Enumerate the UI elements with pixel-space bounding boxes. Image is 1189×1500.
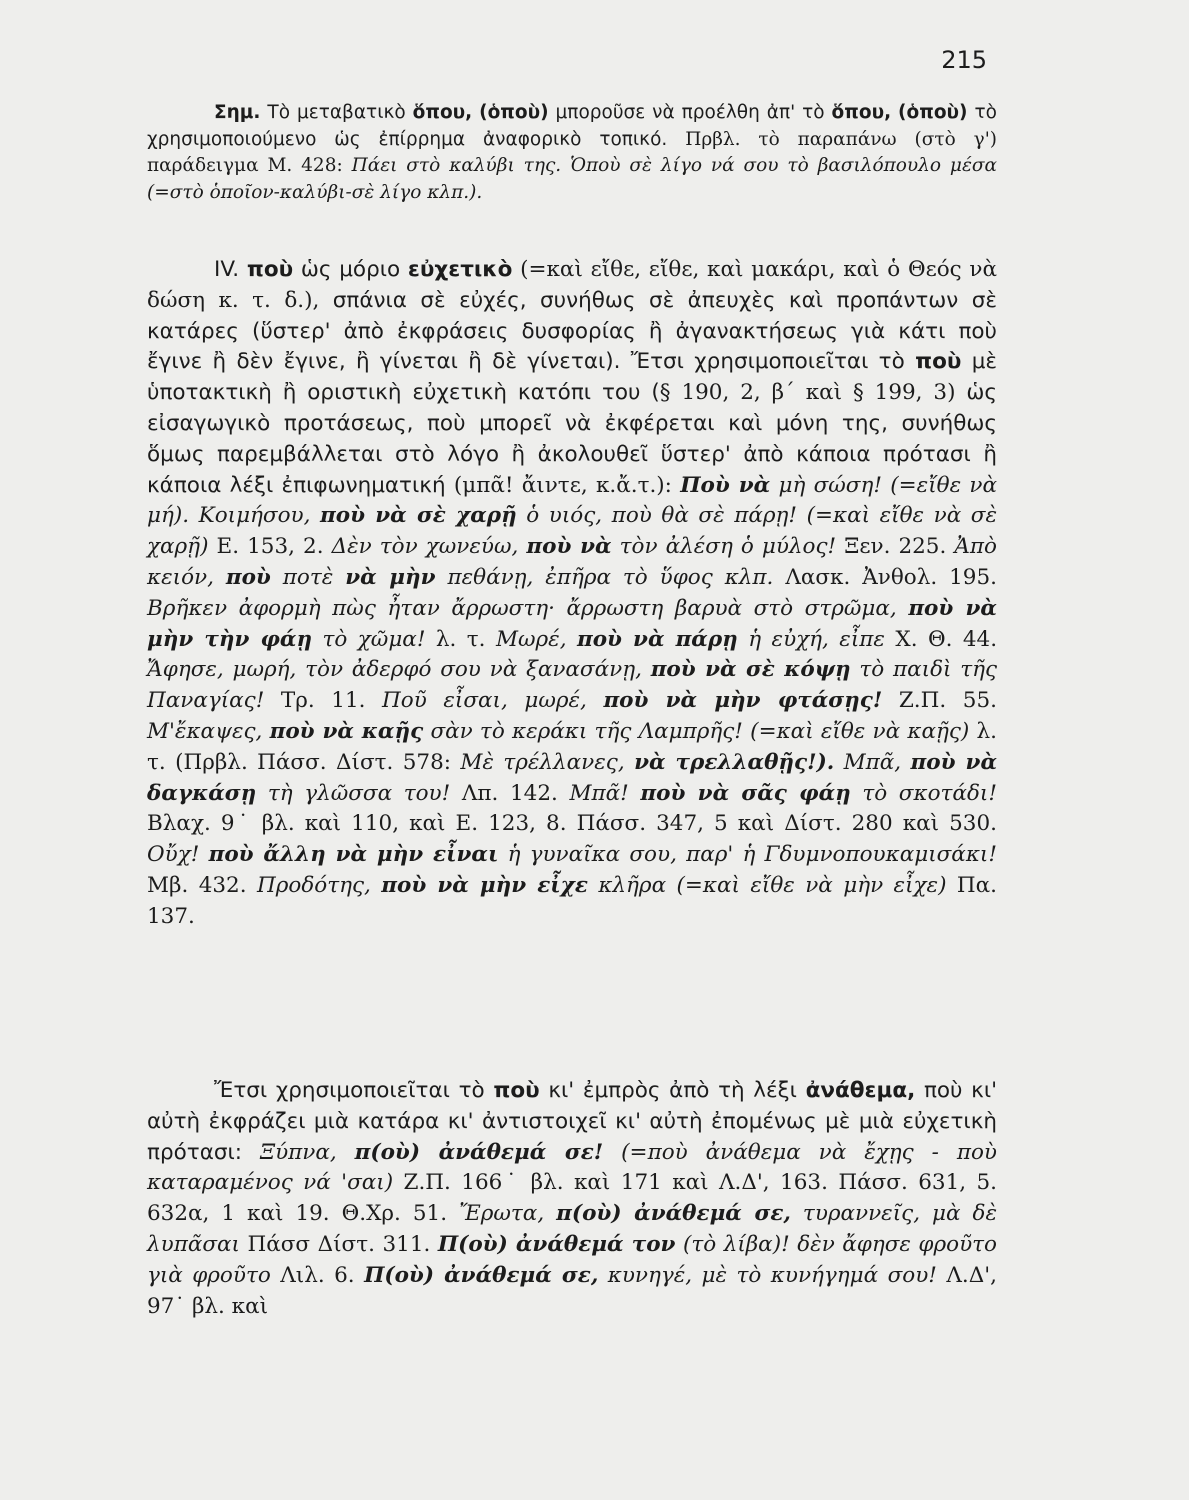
example: κλῆρα (=καὶ εἴθε νὰ μὴν εἶχε)	[598, 872, 947, 898]
reference: § 190, 2, β΄ καὶ § 199, 3)	[659, 380, 956, 406]
example-bold: ποὺ νὰ μὴν εἶχε	[381, 872, 588, 898]
source-ref: Πάσσ Δίστ. 311.	[247, 1231, 431, 1257]
keyword: ἀνάθεμα,	[805, 1078, 916, 1103]
example: τυραννεῖς, μὰ δὲ λυπᾶσαι	[147, 1201, 997, 1257]
page-number: 215	[941, 46, 987, 74]
example: πεθάνῃ, ἐπῆρα τὸ ὕφος κλπ.	[447, 564, 774, 590]
example-bold: π(οὺ) ἀνάθεμά σε,	[556, 1201, 791, 1227]
source-ref: λ. τ.	[435, 626, 486, 652]
note-label: Σημ.	[214, 102, 261, 123]
source-ref: Πα. 137.	[147, 872, 998, 929]
example-bold: νὰ μὴν	[345, 564, 436, 590]
source-ref: Βλαχ. 9˙ βλ. καὶ 110, καὶ Ε. 123, 8. Πάσσ. 347, 5 καὶ Δίστ. 280 καὶ 530.	[147, 811, 997, 837]
body-text: μὲ ὑποτακτικὴ ἢ οριστικὴ εὐχετικὴ κατόπι του (	[147, 349, 997, 406]
note-term: ὅπου,	[831, 102, 892, 123]
source-ref: Ζ.Π. 55.	[898, 688, 997, 714]
anathema-paragraph	[147, 1076, 997, 1322]
example-bold: Ποὺ νὰ	[680, 472, 771, 498]
source-ref: Λασκ. Ἀνθολ. 195.	[785, 564, 997, 590]
example: Οὔχ!	[147, 842, 200, 868]
note-reference: Πρβλ. τὸ παραπάνω (στὸ γ') παράδειγμα Μ. 428:	[147, 128, 997, 176]
example: Ποῦ εἶσαι, μωρέ,	[382, 688, 587, 714]
body-text: κι' ἐμπρὸς ἀπὸ τὴ λέξι	[548, 1078, 797, 1103]
body-text: ὡς μόριο	[300, 257, 401, 282]
example: Ἀπὸ κειόν,	[147, 534, 997, 590]
example: τὸν ἀλέση ὁ μύλος!	[619, 534, 837, 560]
example-bold: ποὺ νὰ πάρῃ	[576, 626, 738, 652]
body-text: ὡς εἰσαγωγικὸ προτάσεως, ποὺ μπορεῖ νὰ ἐκφέρεται καὶ μόνη της, συνήθως ὅμως παρεμβάλλεται στὸ λόγο ἢ ἀκολουθεῖ ὕστερ' ἀπὸ κάποια πρότασι ἢ κάποια λέξι ἐπιφωνηματική	[147, 380, 998, 498]
body-text: ποὺ κι' αὐτὴ ἐκφράζει μιὰ κατάρα κι' ἀντιστοιχεῖ κι' αὐτὴ ἐπομένως μὲ μιὰ εὐχετικὴ πρότασι:	[147, 1078, 998, 1165]
example-bold: ποὺ νὰ	[526, 534, 612, 560]
gloss: (=καὶ εἴθε, εἴθε, καὶ μακάρι, καὶ ὁ Θεός νὰ δώση κ. τ. δ.),	[147, 257, 998, 313]
example-bold: ποὺ νὰ μὴν τὴν φάῃ	[147, 595, 997, 652]
source-ref: Χ. Θ. 44.	[895, 626, 998, 652]
example: Μπᾶ,	[843, 749, 902, 775]
example: ἡ εὐχή, εἶπε	[748, 626, 885, 652]
example-bold: ποὺ ἄλλη νὰ μὴν εἶναι	[208, 842, 499, 868]
keyword: εὐχετικὸ	[407, 257, 513, 282]
example: Ἄφησε, μωρή, τὸν ἀδερφό σου νὰ ξανασάνῃ,	[147, 657, 642, 683]
example: Βρῆκεν ἀφορμὴ πὼς ἦταν ἄρρωστη· ἄρρωστη βαρυὰ στὸ στρῶμα,	[147, 595, 897, 621]
keyword: ποὺ	[246, 257, 294, 282]
example: (τὸ λίβα)! δὲν ἄφησε φροῦτο γιὰ φροῦτο	[147, 1231, 997, 1288]
example: τὴ γλῶσσα του!	[267, 780, 451, 806]
example-bold: ποὺ νὰ μὴν φτάσῃς!	[603, 688, 883, 714]
example: Ξύπνα,	[259, 1139, 337, 1165]
example: τὸ σκοτάδι!	[862, 780, 997, 806]
source-ref: Μβ. 432.	[147, 872, 247, 898]
source-ref: Ε. 153, 2.	[216, 534, 324, 560]
example: Μωρέ,	[495, 626, 567, 652]
source-ref: Λπ. 142.	[461, 780, 558, 806]
source-ref: λ. τ. (Πρβλ. Πάσσ. Δίστ. 578:	[147, 718, 997, 775]
example: Μ'ἔκαψες,	[147, 718, 263, 744]
example-bold: ποὺ νὰ σὲ κόψῃ	[650, 657, 851, 683]
gloss: (μπᾶ! ἄιντε, κ.ἄ.τ.):	[453, 472, 672, 498]
note-paragraph	[147, 100, 997, 206]
example-bold: ποὺ	[225, 564, 271, 590]
section-iv	[147, 255, 997, 933]
keyword: ποὺ	[915, 349, 962, 375]
example: τὸ παιδὶ τῆς Παναγίας!	[147, 657, 998, 714]
example: κυνηγέ, μὲ τὸ κυνήγημά σου!	[607, 1262, 937, 1288]
example: Μπᾶ!	[569, 780, 629, 806]
example-bold: ποὺ νὰ σὲ χαρῇ	[320, 503, 517, 529]
note-term: ὅπου,	[412, 102, 473, 123]
example-bold: Π(οὺ) ἀνάθεμά τον	[437, 1231, 676, 1257]
example-bold: νὰ τρελλαθῇς!).	[634, 749, 835, 775]
example-bold: Π(οὺ) ἀνάθεμά σε,	[364, 1262, 599, 1288]
example: τὸ χῶμα!	[322, 626, 426, 652]
body-text: Ἔτσι χρησιμοποιεῖται τὸ	[214, 1078, 485, 1103]
source-ref: Λιλ. 6.	[280, 1262, 355, 1288]
example: (=ποὺ ἀνάθεμα νὰ ἔχῃς - ποὺ καταραμένος νά 'σαι)	[147, 1139, 997, 1196]
section-numeral: IV.	[214, 257, 240, 282]
example: ὁ υιός, ποὺ θὰ σὲ πάρῃ! (=καὶ εἴθε νὰ σὲ χαρῇ)	[147, 503, 997, 560]
source-ref: Ζ.Π. 166˙ βλ. καὶ 171 καὶ Λ.Δ', 163. Πάσσ. 631, 5. 632α, 1 καὶ 19. Θ.Χρ. 51.	[147, 1170, 998, 1227]
body-text: σπάνια σὲ εὐχές, συνήθως σὲ ἀπευχὲς καὶ προπάντων σὲ κατάρες (ὕστερ' ἀπὸ ἐκφράσεις δυσφορίας ἢ ἀγανακτήσεως γιὰ κάτι ποὺ ἔγινε ἢ δὲν ἔγινε, ἢ γίνεται ἢ δὲ γίνεται). Ἔτσι χρησιμοποιεῖται τὸ	[147, 287, 997, 375]
example: μὴ σώση! (=εἴθε νὰ μή). Κοιμήσου,	[147, 472, 997, 529]
note-text: Τὸ μεταβατικὸ	[267, 102, 406, 123]
note-text: μποροῦσε νὰ προέλθη ἀπ' τὸ	[555, 102, 825, 123]
example: Προδότης,	[256, 872, 371, 898]
source-ref: Λ.Δ', 97˙ βλ. καὶ	[147, 1262, 998, 1319]
source-ref: Ξεν. 225.	[844, 534, 947, 560]
section-iv-paragraph	[147, 255, 997, 933]
note-example: Πάει στὸ καλύβι της. Ὁποὺ σὲ λίγο νά σου τὸ βασιλόπουλο μέσα (=στὸ ὁποῖον-καλύβι-σὲ λίγο κλπ.).	[147, 155, 997, 203]
example-bold: ποὺ νὰ σᾶς φάῃ	[640, 780, 851, 806]
note-term: (ὁποὺ)	[898, 102, 968, 123]
example: Μὲ τρέλλανες,	[460, 749, 625, 775]
example: σὰν τὸ κεράκι τῆς Λαμπρῆς! (=καὶ εἴθε νὰ καῇς)	[430, 718, 970, 744]
anathema-section	[147, 1076, 997, 1322]
source-ref: Τρ. 11.	[280, 688, 366, 714]
note-text: τὸ χρησιμοποιούμενο ὡς ἐπίρρημα ἀναφορικὸ τοπικό.	[147, 102, 997, 150]
example: Ἔρωτα,	[459, 1201, 545, 1227]
example-bold: ποὺ νὰ δαγκάσῃ	[147, 749, 998, 806]
example-bold: π(οὺ) ἀνάθεμά σε!	[354, 1139, 604, 1165]
note-block	[147, 100, 997, 206]
note-term: (ὁποὺ)	[479, 102, 549, 123]
keyword: ποὺ	[493, 1078, 540, 1103]
example-bold: ποὺ νὰ καῇς	[269, 718, 424, 744]
example: ποτὲ	[282, 564, 334, 590]
example: Δὲν τὸν χωνεύω,	[331, 534, 519, 560]
example: ἡ γυναῖκα σου, παρ' ἡ Γδυμνοπουκαμισάκι!	[507, 842, 997, 868]
